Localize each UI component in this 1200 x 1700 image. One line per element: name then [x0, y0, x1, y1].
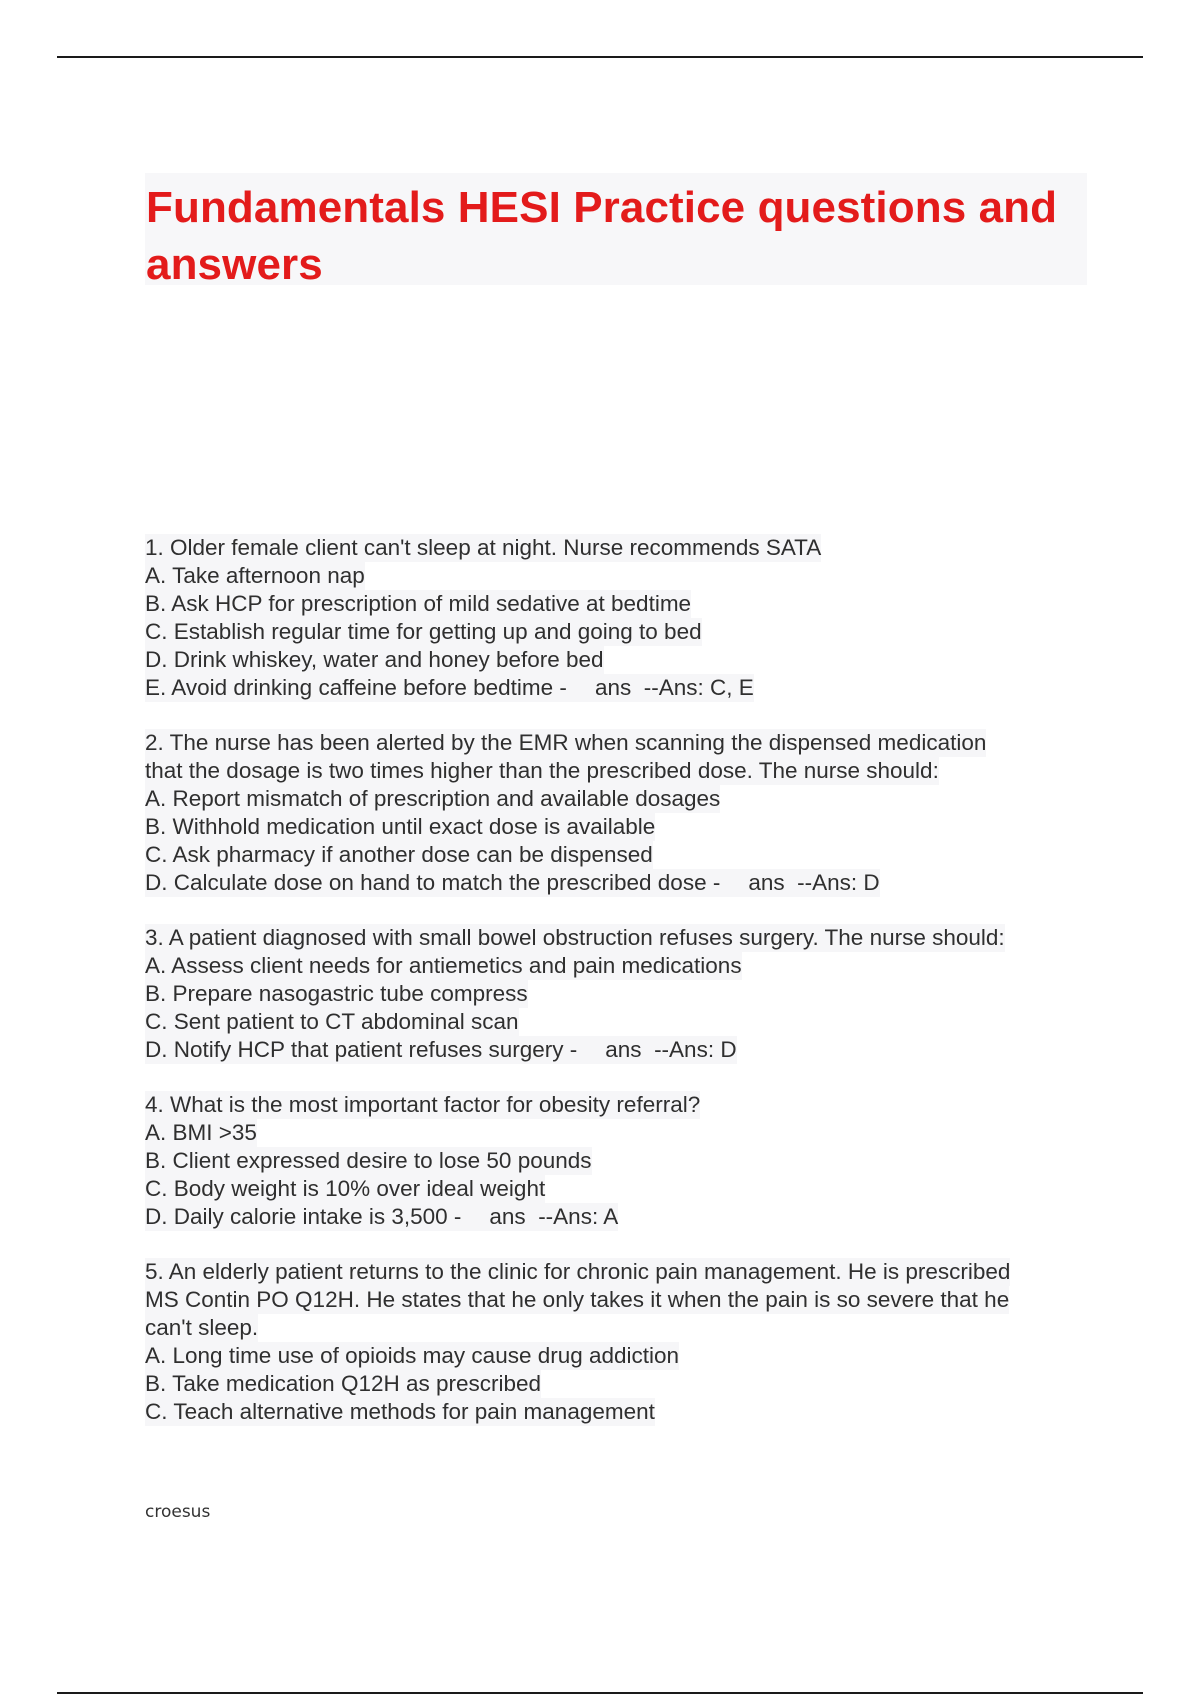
option-line: C. Establish regular time for getting up and going to bed [145, 619, 702, 644]
option-line: A. Take afternoon nap [145, 563, 365, 588]
document-title: Fundamentals HESI Practice questions and answers [146, 183, 1058, 289]
question-line: 1. Older female client can't sleep at night. Nurse recommends SATA [145, 535, 822, 560]
question-line: can't sleep. [145, 1315, 259, 1340]
question-line: 4. What is the most important factor for obesity referral? [145, 1092, 701, 1117]
option-line: A. BMI >35 [145, 1120, 257, 1145]
option-line: A. Long time use of opioids may cause drug addiction [145, 1343, 680, 1368]
option-line: C. Teach alternative methods for pain management [145, 1399, 655, 1424]
question-4 [145, 1091, 1095, 1231]
question-line: 5. An elderly patient returns to the clinic for chronic pain management. He is prescribed [145, 1259, 1011, 1284]
option-line: C. Body weight is 10% over ideal weight [145, 1176, 546, 1201]
option-line: A. Report mismatch of prescription and available dosages [145, 786, 721, 811]
question-list [145, 534, 1095, 1453]
ans-label: ans [605, 1037, 642, 1062]
answer-line [145, 1203, 618, 1231]
question-3 [145, 924, 1095, 1064]
ans-label: ans [594, 675, 632, 700]
answer-line [145, 1036, 737, 1064]
answer-line [145, 674, 754, 702]
option-line: C. Ask pharmacy if another dose can be dispensed [145, 842, 653, 867]
option-text: D. Daily calorie intake is 3,500 - [145, 1204, 462, 1229]
option-line: D. Drink whiskey, water and honey before bed [145, 647, 604, 672]
option-text: D. Calculate dose on hand to match the prescribed dose - [145, 870, 721, 895]
bottom-rule [57, 1692, 1143, 1694]
option-line: B. Withhold medication until exact dose is available [145, 814, 656, 839]
question-line: 2. The nurse has been alerted by the EMR when scanning the dispensed medication [145, 730, 987, 755]
option-line: A. Assess client needs for antiemetics and pain medications [145, 953, 742, 978]
question-line: 3. A patient diagnosed with small bowel obstruction refuses surgery. The nurse should: [145, 925, 1005, 950]
footer-watermark: croesus [145, 1502, 211, 1522]
question-5 [145, 1258, 1095, 1426]
question-2 [145, 729, 1095, 897]
option-line: B. Take medication Q12H as prescribed [145, 1371, 542, 1396]
top-rule [57, 56, 1143, 58]
answer-text: --Ans: D [797, 870, 880, 895]
question-line: MS Contin PO Q12H. He states that he only takes it when the pain is so severe that he [145, 1287, 1010, 1312]
question-line: that the dosage is two times higher than the prescribed dose. The nurse should: [145, 758, 939, 783]
question-1 [145, 534, 1095, 702]
option-text: D. Notify HCP that patient refuses surgery - [145, 1037, 578, 1062]
title-block [145, 173, 1087, 289]
option-line: B. Client expressed desire to lose 50 pounds [145, 1148, 592, 1173]
ans-label: ans [748, 870, 785, 895]
option-text: E. Avoid drinking caffeine before bedtime - [145, 675, 567, 700]
answer-text: --Ans: A [538, 1204, 619, 1229]
option-line: B. Ask HCP for prescription of mild sedative at bedtime [145, 591, 692, 616]
answer-text: --Ans: C, E [643, 675, 754, 700]
ans-label: ans [489, 1204, 526, 1229]
answer-line [145, 869, 880, 897]
answer-text: --Ans: D [654, 1037, 737, 1062]
option-line: B. Prepare nasogastric tube compress [145, 981, 528, 1006]
option-line: C. Sent patient to CT abdominal scan [145, 1009, 519, 1034]
